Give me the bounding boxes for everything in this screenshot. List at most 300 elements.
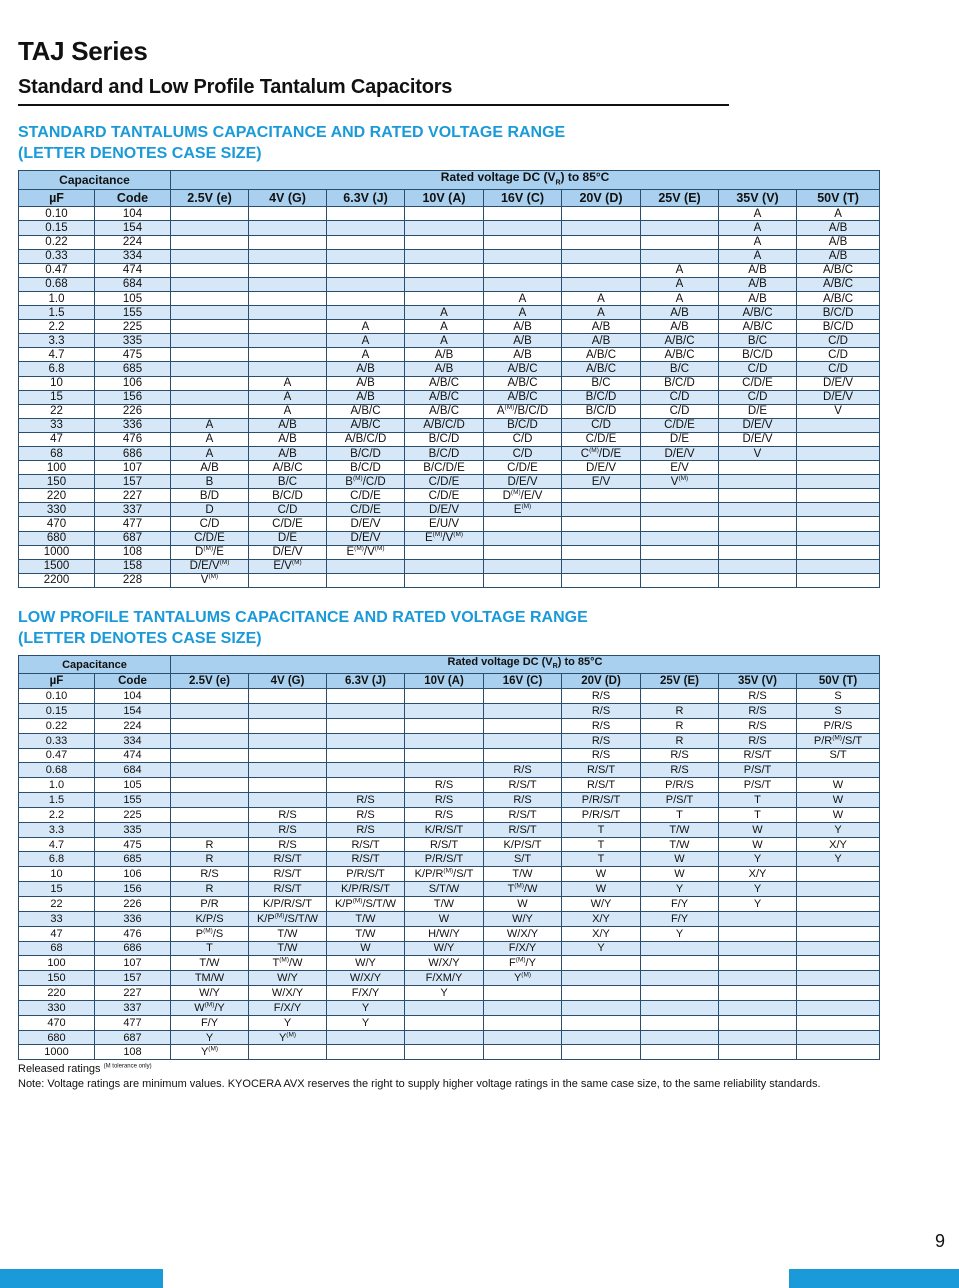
- case-size-cell: D/E: [249, 531, 327, 545]
- case-size-cell: F/Y: [641, 897, 719, 912]
- table-row: [19, 1015, 880, 1030]
- case-size-cell: $D/E/V^{(M)}$: [171, 559, 249, 573]
- case-size-cell: [327, 221, 405, 235]
- case-size-cell: [562, 221, 641, 235]
- case-size-cell: [484, 573, 562, 587]
- case-size-cell: [249, 306, 327, 320]
- case-size-cell: W/Y: [171, 986, 249, 1001]
- case-size-cell: P/R/S/T: [562, 793, 641, 808]
- capacitance-cell: 4.7: [19, 837, 95, 852]
- case-size-cell: K/P/R/S/T: [327, 882, 405, 897]
- case-size-cell: [327, 235, 405, 249]
- capacitance-cell: 6.8: [19, 852, 95, 867]
- table-row: [19, 277, 880, 291]
- case-size-cell: R/S: [249, 822, 327, 837]
- case-size-cell: F/X/Y: [484, 941, 562, 956]
- case-size-cell: [562, 263, 641, 277]
- case-size-cell: $V^{(M)}$: [641, 475, 719, 489]
- case-size-cell: R/S: [327, 822, 405, 837]
- case-size-cell: C/D: [719, 362, 797, 376]
- case-size-cell: D/E/V: [797, 376, 880, 390]
- capacitance-cell: 3.3: [19, 334, 95, 348]
- case-size-cell: P/S/T: [719, 763, 797, 778]
- case-size-cell: [719, 1000, 797, 1015]
- case-size-cell: [405, 277, 484, 291]
- case-size-cell: P/R/S/T: [327, 867, 405, 882]
- capacitance-cell: 100: [19, 461, 95, 475]
- case-size-cell: A/B: [405, 362, 484, 376]
- code-cell: 475: [95, 348, 171, 362]
- code-cell: 474: [95, 263, 171, 277]
- case-size-cell: A: [719, 221, 797, 235]
- case-size-cell: [405, 235, 484, 249]
- capacitance-cell: 33: [19, 911, 95, 926]
- case-size-cell: P/S/T: [641, 793, 719, 808]
- low-profile-capacitance-table: [18, 655, 880, 1060]
- column-header: µF: [19, 190, 95, 207]
- case-size-cell: P/R/S: [797, 718, 880, 733]
- case-size-cell: A/B/C: [405, 390, 484, 404]
- case-size-cell: [719, 956, 797, 971]
- case-size-cell: A: [171, 446, 249, 460]
- case-size-cell: T/W: [249, 926, 327, 941]
- case-size-cell: R/S: [562, 689, 641, 704]
- case-size-cell: F/Y: [171, 1015, 249, 1030]
- case-size-cell: R: [171, 882, 249, 897]
- case-size-cell: W: [562, 882, 641, 897]
- case-size-cell: A/B: [641, 320, 719, 334]
- column-header: 10V (A): [405, 674, 484, 689]
- case-size-cell: C/D: [797, 348, 880, 362]
- capacitance-cell: 6.8: [19, 362, 95, 376]
- table-row: [19, 418, 880, 432]
- voltage-note: Note: Voltage ratings are minimum values. KYOCERA AVX reserves the right to supply higher voltage ratings in the same case size, to the same reliability standards.: [18, 1078, 821, 1090]
- case-size-cell: A/B/C: [797, 291, 880, 305]
- case-size-cell: [641, 689, 719, 704]
- case-size-cell: W: [562, 867, 641, 882]
- case-size-cell: A/B: [719, 263, 797, 277]
- column-header: 50V (T): [797, 190, 880, 207]
- case-size-cell: A/B: [797, 221, 880, 235]
- case-size-cell: A/B: [249, 446, 327, 460]
- case-size-cell: [719, 573, 797, 587]
- tolerance-mark: (M): [204, 1001, 215, 1009]
- case-size-cell: [797, 489, 880, 503]
- case-size-cell: [484, 249, 562, 263]
- case-size-cell: D/E: [719, 404, 797, 418]
- case-size-cell: A: [405, 306, 484, 320]
- case-size-cell: R/S/T: [249, 867, 327, 882]
- case-size-cell: A/B/C: [641, 334, 719, 348]
- case-size-cell: W: [405, 911, 484, 926]
- tolerance-mark: (M): [352, 897, 363, 905]
- case-size-cell: A: [327, 320, 405, 334]
- capacitance-cell: 22: [19, 404, 95, 418]
- table-row: [19, 837, 880, 852]
- case-size-cell: C/D: [484, 446, 562, 460]
- case-size-cell: [719, 545, 797, 559]
- case-size-cell: P/S/T: [719, 778, 797, 793]
- footer-bar-left: [0, 1269, 163, 1288]
- tolerance-mark: (M): [291, 559, 302, 567]
- table-row: [19, 306, 880, 320]
- table-row: [19, 432, 880, 446]
- case-size-cell: [327, 207, 405, 221]
- standard-capacitance-table: [18, 170, 880, 588]
- case-size-cell: R/S/T: [562, 763, 641, 778]
- case-size-cell: [797, 1000, 880, 1015]
- column-header: Code: [95, 674, 171, 689]
- table-row: [19, 748, 880, 763]
- case-size-cell: [171, 348, 249, 362]
- case-size-cell: D/E/V: [484, 475, 562, 489]
- case-size-cell: [249, 362, 327, 376]
- case-size-cell: [484, 235, 562, 249]
- column-header: 35V (V): [719, 674, 797, 689]
- case-size-cell: E/U/V: [405, 517, 484, 531]
- case-size-cell: P/R/S/T: [405, 852, 484, 867]
- code-cell: 686: [95, 446, 171, 460]
- case-size-cell: [641, 986, 719, 1001]
- case-size-cell: R: [641, 733, 719, 748]
- case-size-cell: [171, 778, 249, 793]
- case-size-cell: [562, 503, 641, 517]
- case-size-cell: [719, 1045, 797, 1060]
- case-size-cell: A/B/C: [562, 348, 641, 362]
- case-size-cell: R/S: [171, 867, 249, 882]
- case-size-cell: C/D/E: [171, 531, 249, 545]
- case-size-cell: [484, 559, 562, 573]
- case-size-cell: [405, 1045, 484, 1060]
- column-header: 10V (A): [405, 190, 484, 207]
- case-size-cell: W/X/Y: [405, 956, 484, 971]
- code-cell: 154: [95, 704, 171, 719]
- case-size-cell: [562, 489, 641, 503]
- case-size-cell: [249, 573, 327, 587]
- table-row: [19, 689, 880, 704]
- table-row: [19, 503, 880, 517]
- case-size-cell: [249, 320, 327, 334]
- table-row: [19, 778, 880, 793]
- case-size-cell: Y: [719, 882, 797, 897]
- table-row: [19, 867, 880, 882]
- footer-bar-right: [789, 1269, 959, 1288]
- case-size-cell: T/W: [327, 926, 405, 941]
- code-cell: 224: [95, 235, 171, 249]
- column-header-row: [19, 190, 880, 207]
- case-size-cell: Y: [562, 941, 641, 956]
- case-size-cell: [249, 207, 327, 221]
- case-size-cell: [719, 517, 797, 531]
- capacitance-cell: 100: [19, 956, 95, 971]
- case-size-cell: R/S: [405, 793, 484, 808]
- case-size-cell: D/E/V: [797, 390, 880, 404]
- case-size-cell: A: [405, 320, 484, 334]
- capacitance-cell: 2.2: [19, 807, 95, 822]
- table-row: [19, 718, 880, 733]
- column-header: 25V (E): [641, 674, 719, 689]
- code-cell: 684: [95, 277, 171, 291]
- case-size-cell: [797, 882, 880, 897]
- case-size-cell: [797, 956, 880, 971]
- case-size-cell: B/C/D: [797, 306, 880, 320]
- table-row: [19, 807, 880, 822]
- code-cell: 104: [95, 689, 171, 704]
- case-size-cell: X/Y: [562, 926, 641, 941]
- case-size-cell: [171, 748, 249, 763]
- capacitance-cell: 1.5: [19, 793, 95, 808]
- case-size-cell: F/X/Y: [327, 986, 405, 1001]
- case-size-cell: R/S: [562, 733, 641, 748]
- case-size-cell: C/D/E: [641, 418, 719, 432]
- case-size-cell: [171, 763, 249, 778]
- case-size-cell: [484, 986, 562, 1001]
- case-size-cell: [249, 291, 327, 305]
- capacitance-cell: 0.10: [19, 207, 95, 221]
- case-size-cell: A/B/C: [797, 277, 880, 291]
- capacitance-cell: 0.15: [19, 221, 95, 235]
- case-size-cell: [327, 1030, 405, 1045]
- code-cell: 474: [95, 748, 171, 763]
- case-size-cell: A/B: [249, 432, 327, 446]
- case-size-cell: X/Y: [719, 867, 797, 882]
- case-size-cell: [641, 517, 719, 531]
- case-size-cell: [797, 763, 880, 778]
- case-size-cell: R/S: [327, 793, 405, 808]
- case-size-cell: [641, 249, 719, 263]
- case-size-cell: C/D/E: [327, 489, 405, 503]
- case-size-cell: $Y^{(M)}$: [484, 971, 562, 986]
- case-size-cell: K/P/S/T: [484, 837, 562, 852]
- table-row: [19, 956, 880, 971]
- case-size-cell: [484, 1000, 562, 1015]
- capacitance-cell: 2.2: [19, 320, 95, 334]
- case-size-cell: Y: [641, 882, 719, 897]
- case-size-cell: D/E/V: [719, 418, 797, 432]
- case-size-cell: C/D: [719, 390, 797, 404]
- case-size-cell: E/V: [562, 475, 641, 489]
- case-size-cell: T: [171, 941, 249, 956]
- case-size-cell: [405, 249, 484, 263]
- case-size-cell: A: [171, 418, 249, 432]
- case-size-cell: $F^{(M)}/Y$: [484, 956, 562, 971]
- capacitance-cell: 0.47: [19, 263, 95, 277]
- table-row: [19, 531, 880, 545]
- case-size-cell: A/B: [171, 461, 249, 475]
- code-cell: 104: [95, 207, 171, 221]
- code-cell: 228: [95, 573, 171, 587]
- case-size-cell: H/W/Y: [405, 926, 484, 941]
- case-size-cell: [719, 986, 797, 1001]
- code-cell: 337: [95, 503, 171, 517]
- capacitance-cell: 33: [19, 418, 95, 432]
- case-size-cell: W: [641, 867, 719, 882]
- case-size-cell: [641, 503, 719, 517]
- case-size-cell: [797, 897, 880, 912]
- tolerance-mark: (M): [352, 474, 363, 482]
- case-size-cell: T/W: [641, 837, 719, 852]
- case-size-cell: C/D/E: [327, 503, 405, 517]
- table-row: [19, 517, 880, 531]
- case-size-cell: [797, 418, 880, 432]
- case-size-cell: [327, 748, 405, 763]
- case-size-cell: B/C: [719, 334, 797, 348]
- case-size-cell: [249, 748, 327, 763]
- case-size-cell: R/S/T: [562, 778, 641, 793]
- column-header: 20V (D): [562, 674, 641, 689]
- table-row: [19, 1030, 880, 1045]
- footnote-sup: (M tolerance only): [103, 1063, 152, 1070]
- case-size-cell: [405, 573, 484, 587]
- case-size-cell: C/D: [562, 418, 641, 432]
- column-header: 2.5V (e): [171, 674, 249, 689]
- case-size-cell: R/S: [719, 704, 797, 719]
- column-header: 35V (V): [719, 190, 797, 207]
- capacitance-cell: 15: [19, 882, 95, 897]
- case-size-cell: [327, 689, 405, 704]
- standard-heading-line2: (LETTER DENOTES CASE SIZE): [18, 145, 262, 162]
- case-size-cell: [327, 778, 405, 793]
- table-row: [19, 897, 880, 912]
- page-number: 9: [934, 1231, 945, 1251]
- case-size-cell: [249, 235, 327, 249]
- code-cell: 108: [95, 1045, 171, 1060]
- case-size-cell: A: [405, 334, 484, 348]
- case-size-cell: [797, 503, 880, 517]
- code-cell: 108: [95, 545, 171, 559]
- capacitance-cell: 0.22: [19, 235, 95, 249]
- case-size-cell: [484, 689, 562, 704]
- case-size-cell: [171, 263, 249, 277]
- table-row: [19, 475, 880, 489]
- case-size-cell: Y: [797, 822, 880, 837]
- case-size-cell: R/S: [562, 718, 641, 733]
- case-size-cell: A/B/C: [484, 390, 562, 404]
- case-size-cell: [405, 733, 484, 748]
- case-size-cell: [327, 704, 405, 719]
- case-size-cell: K/P/R/S/T: [249, 897, 327, 912]
- capacitance-cell: 0.68: [19, 763, 95, 778]
- case-size-cell: T: [641, 807, 719, 822]
- case-size-cell: $Y^{(M)}$: [171, 1045, 249, 1060]
- case-size-cell: [171, 390, 249, 404]
- case-size-cell: B/C/D: [484, 418, 562, 432]
- case-size-cell: R/S/T: [484, 778, 562, 793]
- table-row: [19, 291, 880, 305]
- case-size-cell: [171, 733, 249, 748]
- table-row: [19, 461, 880, 475]
- tolerance-mark: (M): [514, 882, 525, 890]
- case-size-cell: $T^{(M)}/W$: [484, 882, 562, 897]
- tolerance-mark: (M): [832, 733, 842, 741]
- code-cell: 227: [95, 489, 171, 503]
- table-row: [19, 986, 880, 1001]
- case-size-cell: W: [719, 837, 797, 852]
- case-size-cell: W: [797, 793, 880, 808]
- case-size-cell: R/S/T: [327, 837, 405, 852]
- case-size-cell: [171, 689, 249, 704]
- table-row: [19, 320, 880, 334]
- code-cell: 685: [95, 852, 171, 867]
- column-header: 20V (D): [562, 190, 641, 207]
- case-size-cell: [797, 559, 880, 573]
- case-size-cell: [562, 545, 641, 559]
- case-size-cell: A/B/C/D: [327, 432, 405, 446]
- case-size-cell: [327, 249, 405, 263]
- table-row: [19, 334, 880, 348]
- case-size-cell: [484, 263, 562, 277]
- table-row: [19, 704, 880, 719]
- case-size-cell: R/S: [484, 763, 562, 778]
- case-size-cell: B/C/D: [797, 320, 880, 334]
- table-row: [19, 971, 880, 986]
- case-size-cell: A: [719, 235, 797, 249]
- case-size-cell: $E^{(M)}/V^{(M)}$: [405, 531, 484, 545]
- tolerance-mark: (M): [203, 926, 213, 934]
- tolerance-mark: (M): [515, 956, 526, 964]
- capacitance-cell: 0.33: [19, 249, 95, 263]
- case-size-cell: $E^{(M)}$: [484, 503, 562, 517]
- case-size-cell: A: [641, 263, 719, 277]
- case-size-cell: [405, 704, 484, 719]
- table-row: [19, 559, 880, 573]
- case-size-cell: [641, 221, 719, 235]
- case-size-cell: D/E: [641, 432, 719, 446]
- rated-voltage-subscript: R: [552, 663, 558, 671]
- header-group-row: [19, 171, 880, 190]
- case-size-cell: [484, 221, 562, 235]
- case-size-cell: W: [484, 897, 562, 912]
- table-row: [19, 793, 880, 808]
- case-size-cell: T/W: [249, 941, 327, 956]
- case-size-cell: B/C/D/E: [405, 461, 484, 475]
- case-size-cell: [719, 461, 797, 475]
- case-size-cell: [171, 376, 249, 390]
- case-size-cell: C/D: [641, 390, 719, 404]
- case-size-cell: [797, 1015, 880, 1030]
- code-cell: 337: [95, 1000, 171, 1015]
- case-size-cell: A/B: [797, 249, 880, 263]
- table-row: [19, 235, 880, 249]
- case-size-cell: [327, 763, 405, 778]
- case-size-cell: [797, 926, 880, 941]
- table-row: [19, 362, 880, 376]
- case-size-cell: W/X/Y: [484, 926, 562, 941]
- case-size-cell: [171, 221, 249, 235]
- case-size-cell: [797, 531, 880, 545]
- case-size-cell: A/B: [797, 235, 880, 249]
- case-size-cell: [797, 986, 880, 1001]
- capacitance-cell: 10: [19, 867, 95, 882]
- case-size-cell: [562, 1015, 641, 1030]
- case-size-cell: R: [171, 837, 249, 852]
- case-size-cell: B/C: [249, 475, 327, 489]
- code-cell: 157: [95, 475, 171, 489]
- case-size-cell: B/C/D: [405, 432, 484, 446]
- case-size-cell: S/T: [797, 748, 880, 763]
- standard-heading-line1: STANDARD TANTALUMS CAPACITANCE AND RATED VOLTAGE RANGE: [18, 124, 566, 141]
- case-size-cell: F/XM/Y: [405, 971, 484, 986]
- case-size-cell: [797, 446, 880, 460]
- case-size-cell: [405, 718, 484, 733]
- case-size-cell: [641, 971, 719, 986]
- case-size-cell: A: [562, 306, 641, 320]
- code-cell: 335: [95, 334, 171, 348]
- code-cell: 226: [95, 404, 171, 418]
- case-size-cell: [797, 545, 880, 559]
- case-size-cell: A/B: [327, 376, 405, 390]
- case-size-cell: [484, 1045, 562, 1060]
